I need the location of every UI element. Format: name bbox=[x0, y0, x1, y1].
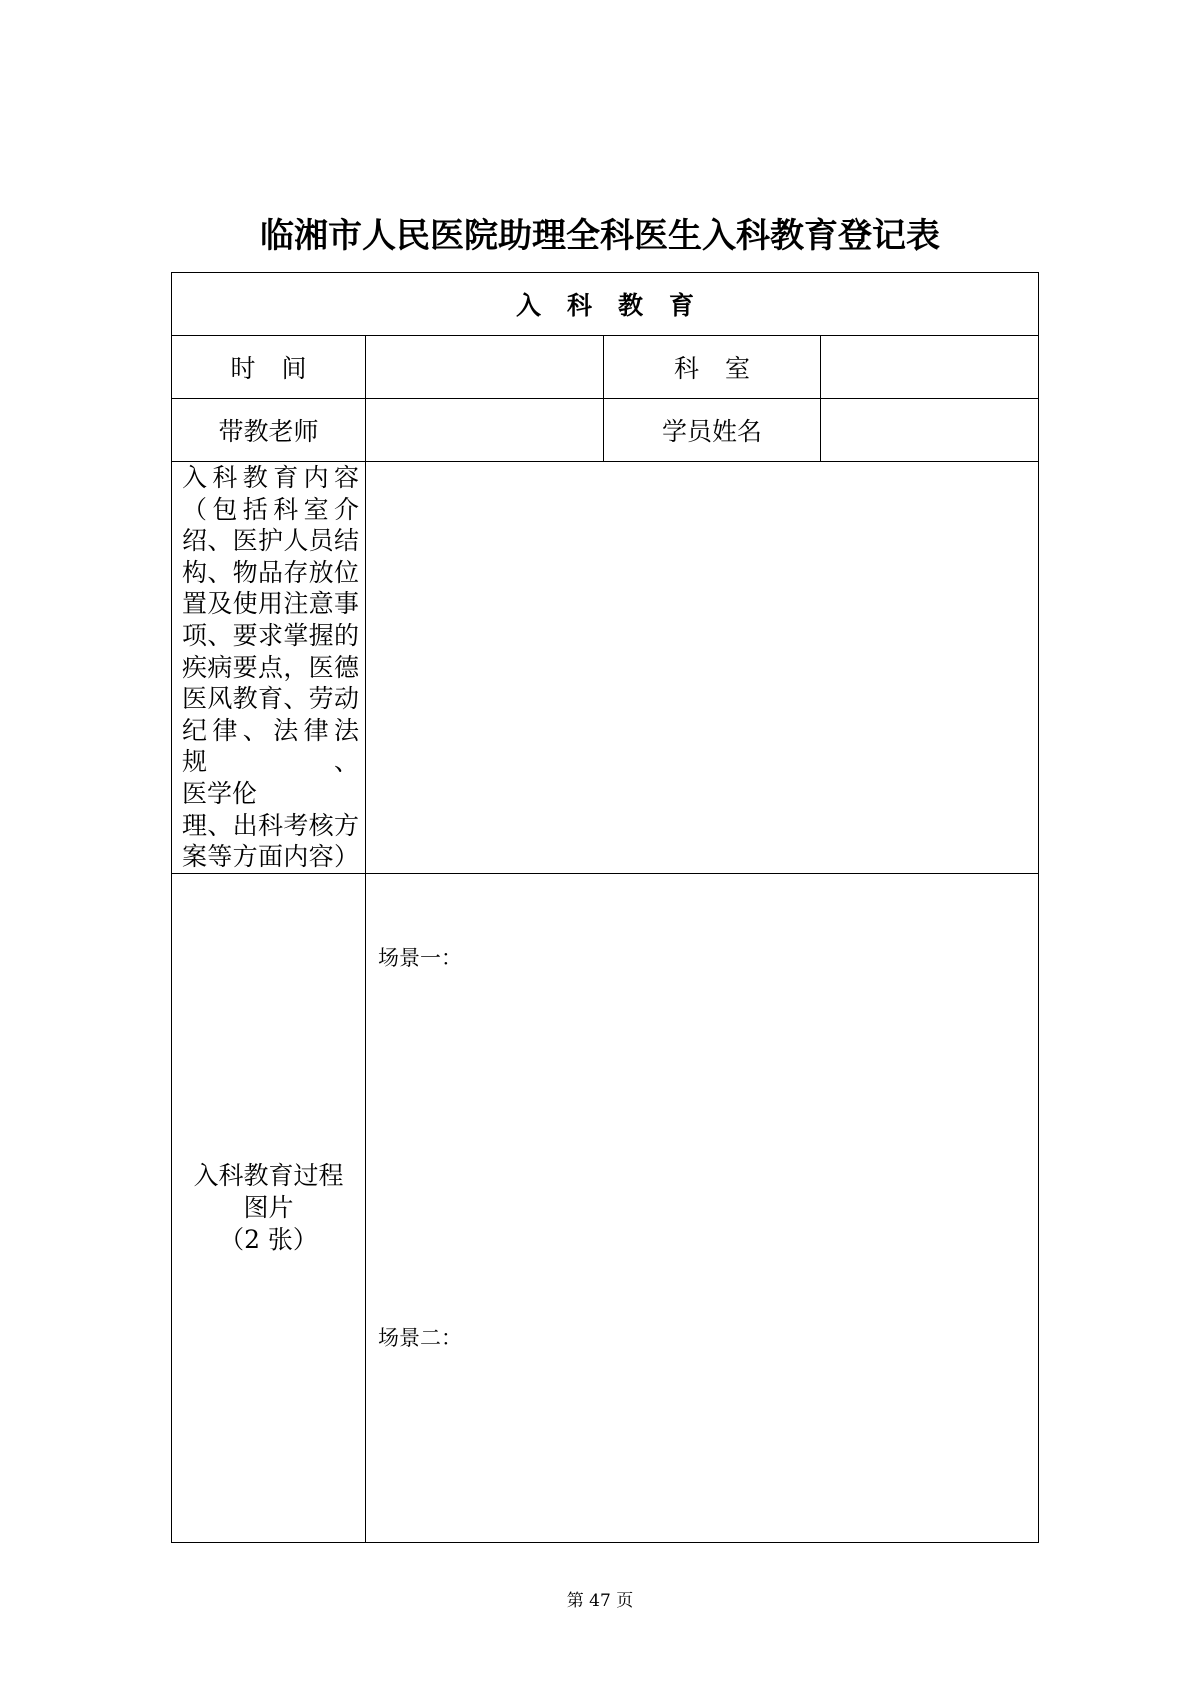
content-label-line: 医风教育、劳动 bbox=[182, 684, 359, 714]
content-label-line: 理、出科考核方 bbox=[182, 810, 359, 840]
teacher-field[interactable] bbox=[366, 399, 604, 462]
page-number: 第 47 页 bbox=[566, 1591, 634, 1611]
department-label: 科室 bbox=[604, 336, 821, 399]
time-label: 时间 bbox=[172, 336, 366, 399]
process-photos-label bbox=[172, 873, 366, 1542]
education-content-field[interactable] bbox=[366, 462, 1039, 874]
content-label-line: （包括科室介 bbox=[182, 494, 359, 524]
student-name-field[interactable] bbox=[821, 399, 1039, 462]
content-label-line: 案等方面内容） bbox=[182, 842, 359, 872]
content-label-line: 纪律、法律法规、 bbox=[182, 715, 359, 777]
education-content-label bbox=[172, 462, 366, 874]
content-label-line: 入科教育内容 bbox=[182, 463, 359, 492]
department-field[interactable] bbox=[821, 336, 1039, 399]
time-field[interactable] bbox=[366, 336, 604, 399]
content-label-line: 绍、医护人员结 bbox=[182, 526, 359, 556]
photo-label-line: （2 张） bbox=[219, 1224, 318, 1254]
content-label-line: 疾病要点，医德 bbox=[182, 652, 359, 682]
page-title: 临湘市人民医院助理全科医生入科教育登记表 bbox=[260, 216, 940, 256]
teacher-label: 带教老师 bbox=[172, 399, 366, 462]
content-label-line: 项、要求掌握的 bbox=[182, 620, 359, 650]
photo-label-line: 入科教育过程 bbox=[193, 1160, 344, 1190]
scene-one-label: 场景一： bbox=[378, 945, 462, 970]
photo-label-line: 图片 bbox=[243, 1192, 294, 1222]
registration-form-table bbox=[171, 272, 1039, 1543]
content-label-line: 构、物品存放位 bbox=[182, 557, 359, 587]
content-label-line: 置及使用注意事 bbox=[182, 589, 359, 619]
content-label-line: 医学伦 bbox=[182, 778, 258, 808]
process-photos-field[interactable] bbox=[366, 873, 1039, 1542]
student-name-label: 学员姓名 bbox=[604, 399, 821, 462]
scene-two-label: 场景二： bbox=[378, 1325, 462, 1350]
table-header: 入科教育 bbox=[172, 273, 1039, 336]
